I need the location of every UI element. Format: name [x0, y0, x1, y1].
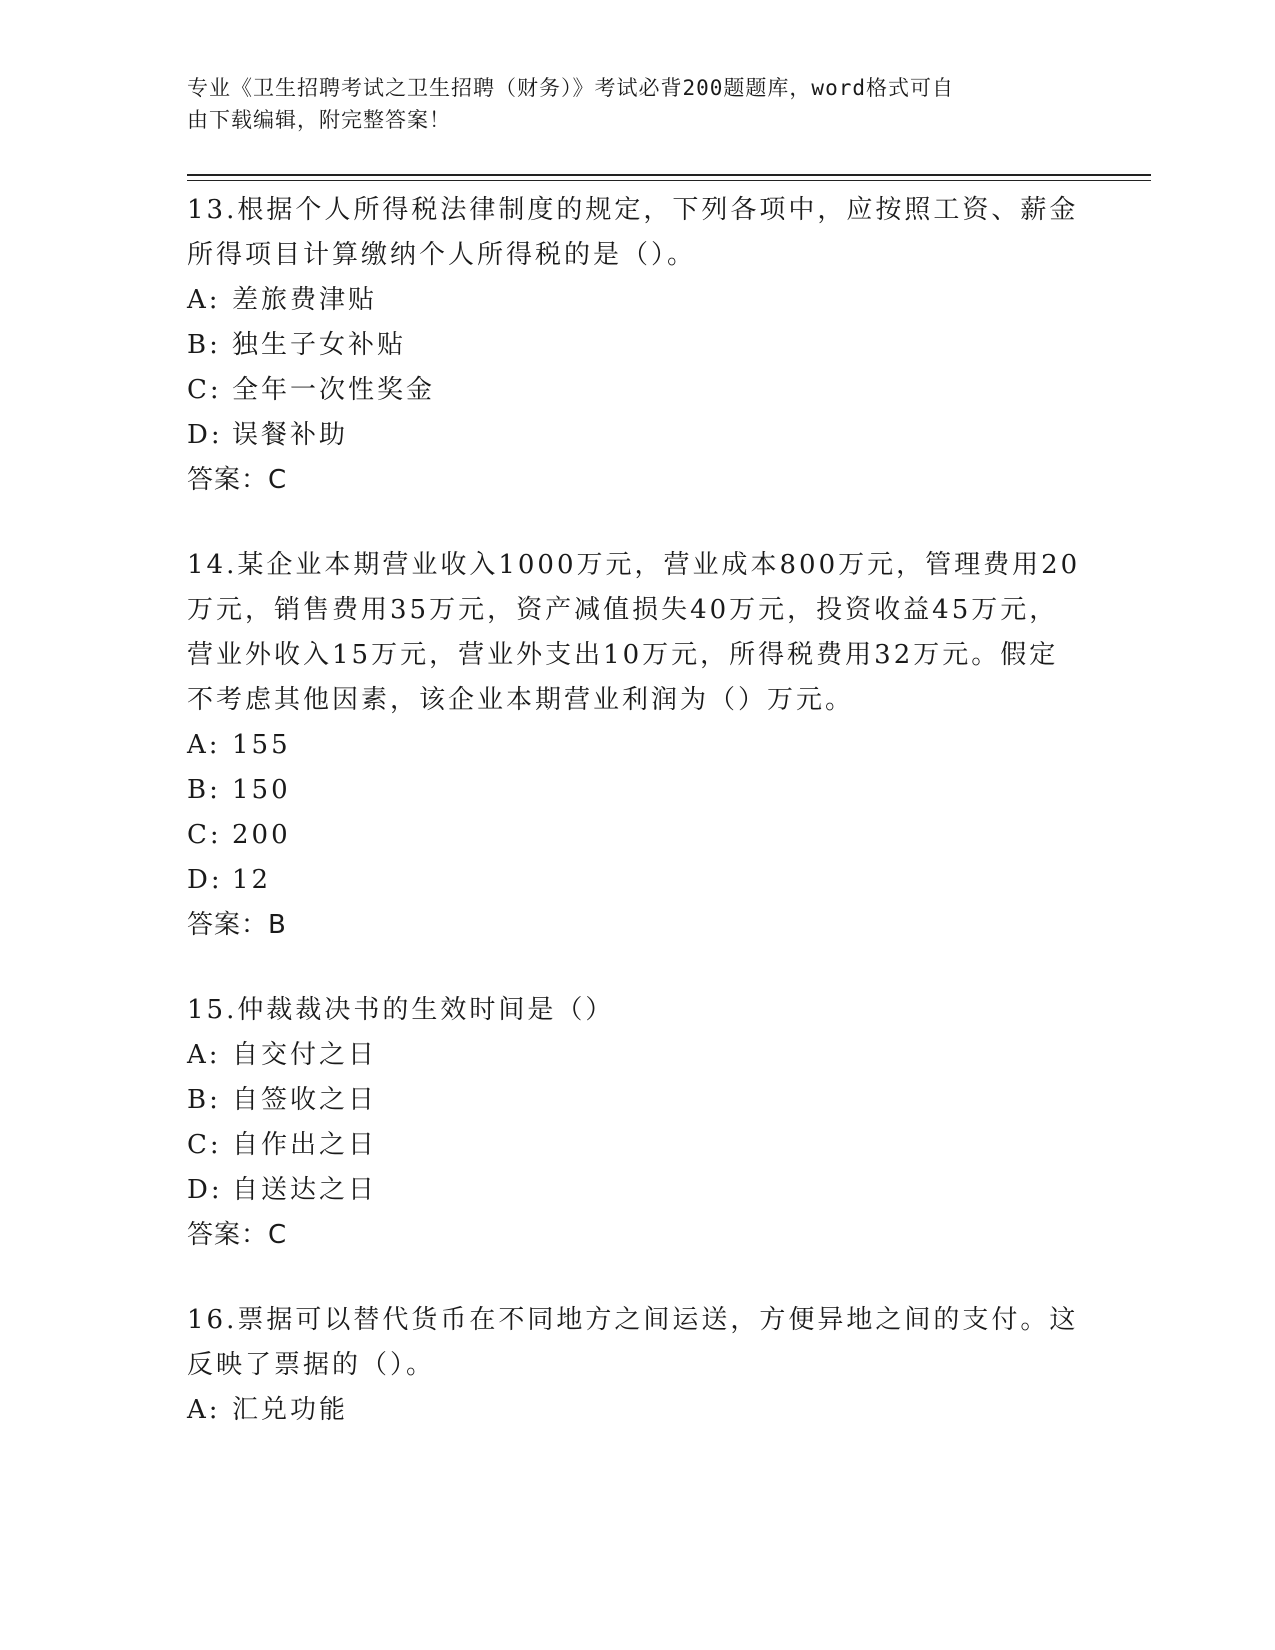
option-text: 150 [232, 775, 291, 805]
option-text: 自交付之日 [232, 1040, 378, 1070]
option-a [187, 278, 1087, 323]
option-key: C: [187, 820, 222, 850]
option-text: 误餐补助 [232, 420, 349, 450]
option-text: 全年一次性奖金 [232, 375, 436, 405]
option-b [187, 323, 1087, 368]
option-b [187, 1078, 1087, 1123]
option-key: A: [187, 1040, 221, 1070]
question-stem: 14.某企业本期营业收入1000万元，营业成本800万元，管理费用20万元，销售费用35万元，资产减值损失40万元，投资收益45万元，营业外收入15万元，营业外支出10万元，所得税费用32万元。假定不考虑其他因素，该企业本期营业利润为（）万元。 [187, 550, 1081, 715]
option-key: B: [187, 775, 221, 805]
option-text: 差旅费津贴 [232, 285, 378, 315]
answer-line: 答案：C [187, 465, 288, 495]
option-c [187, 813, 1087, 858]
option-key: D: [187, 865, 223, 895]
question-stem: 15.仲裁裁决书的生效时间是（） [187, 995, 615, 1025]
option-text: 独生子女补贴 [232, 330, 407, 360]
option-text: 汇兑功能 [232, 1395, 349, 1425]
question-13 [187, 188, 1087, 503]
question-stem: 16.票据可以替代货币在不同地方之间运送，方便异地之间的支付。这反映了票据的（）。 [187, 1305, 1079, 1380]
question-14 [187, 543, 1087, 948]
answer-line: 答案：B [187, 910, 287, 940]
option-d [187, 858, 1087, 903]
option-text: 自作出之日 [232, 1130, 378, 1160]
question-15 [187, 988, 1087, 1258]
option-key: D: [187, 420, 223, 450]
option-key: B: [187, 1085, 221, 1115]
option-c [187, 368, 1087, 413]
option-text: 200 [232, 820, 291, 850]
option-c [187, 1123, 1087, 1168]
header-divider-thick [187, 174, 1151, 176]
option-text: 自送达之日 [232, 1175, 378, 1205]
header-divider-thin [187, 180, 1151, 181]
header-line-2: 由下载编辑，附完整答案！ [187, 108, 451, 132]
option-text: 155 [232, 730, 291, 760]
option-a [187, 1033, 1087, 1078]
option-key: D: [187, 1175, 223, 1205]
option-text: 自签收之日 [232, 1085, 378, 1115]
option-key: A: [187, 285, 221, 315]
option-a [187, 1388, 1087, 1433]
question-stem: 13.根据个人所得税法律制度的规定，下列各项中，应按照工资、薪金所得项目计算缴纳个人所得税的是（）。 [187, 195, 1079, 270]
option-a [187, 723, 1087, 768]
header-line-1: 专业《卫生招聘考试之卫生招聘（财务）》考试必背200题题库，word格式可自 [187, 76, 954, 100]
option-key: B: [187, 330, 221, 360]
option-b [187, 768, 1087, 813]
option-d [187, 1168, 1087, 1213]
option-text: 12 [232, 865, 272, 895]
question-16 [187, 1298, 1087, 1433]
document-header [187, 72, 1067, 136]
option-key: A: [187, 1395, 221, 1425]
option-d [187, 413, 1087, 458]
answer-line: 答案：C [187, 1220, 288, 1250]
option-key: A: [187, 730, 221, 760]
option-key: C: [187, 375, 222, 405]
question-list [187, 188, 1087, 1473]
option-key: C: [187, 1130, 222, 1160]
